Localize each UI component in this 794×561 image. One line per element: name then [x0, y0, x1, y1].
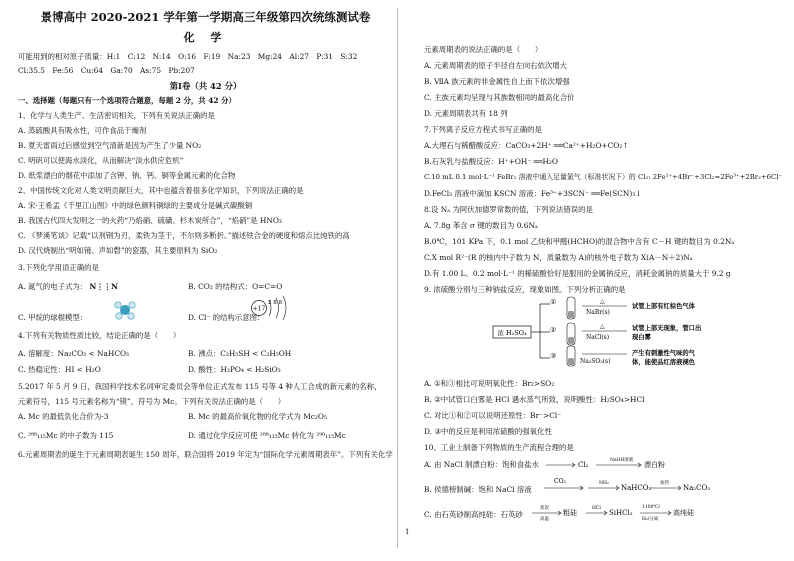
- q1-option-a: A. 蒸硫酸具有吸水性，可作食品干燥剂: [18, 126, 147, 135]
- reactant-2: NaCl(s): [586, 334, 610, 341]
- q10c-step-2: SiHCl₃: [609, 509, 633, 517]
- q3-option-a: [18, 283, 118, 290]
- q4-option-a: A. 溶解度：Na₂CO₃ < NaHCO₃: [18, 349, 129, 358]
- question-6-continued: 元素周期表的说法正确的是（ ）: [424, 45, 543, 54]
- q6-option-b: B. ⅦA 族元素的非金属性自上而下依次增强: [424, 77, 570, 86]
- question-1: 1、化学与人类生产、生活密切相关，下列有关说法正确的是: [18, 111, 215, 120]
- test-tube-1: [567, 297, 575, 319]
- question-6: 6.元素周期表的诞生于元素周期表诞生 150 周年，联合国将 2019 年定为“国际化学元素周期表年”。下列有关化学: [18, 450, 393, 459]
- atomic-mass-line-1: 可能用到的相对原子质量：H:1 C:12 N:14 O:16 F:19 Na:23 Mg:24 Al:27 P:31 S:32: [18, 52, 358, 61]
- q3-option-a-label: A. 氮气的电子式为：: [18, 282, 88, 291]
- q2-option-a: A. 宋·王希孟《千里江山图》中的绿色颜料铜绿的主要成分是碱式碳酸铜: [18, 201, 253, 210]
- subject-title: 化 学: [183, 31, 228, 44]
- q6-option-c: C. 主族元素均呈现与其族数相同的最高化合价: [424, 93, 575, 102]
- q9-option-a: A. ①和③相比可说明氧化性：Br₂>SO₂: [424, 379, 555, 388]
- tube-2-number: ②: [550, 326, 557, 334]
- methane-ball-stick-model: [114, 300, 136, 320]
- q5-option-c: [18, 432, 113, 439]
- q8-option-a: A. 7.8g 苯含 σ 键的数目为 0.6Nₐ: [424, 221, 538, 230]
- q4-option-c: C. 热稳定性：HI < H₂O: [18, 365, 101, 374]
- q10a-condition-2: NaOH溶液: [610, 458, 634, 463]
- q10c-condition-1: 焦炭: [540, 506, 549, 511]
- mc-290-isotope: ²⁹⁰₁₁₅Mc: [316, 431, 346, 440]
- q2-option-c: C. 《梦溪笔谈》记载“以剂钢为刃，柔铁为茎干，不尔则多断折。”描述铁合金的硬度和熔点比纯铁的高: [18, 231, 350, 240]
- mc-288-isotope: ²⁸⁸₁₁₅Mc: [28, 431, 58, 440]
- q5-option-b: B. Mc 的最高价氧化物的化学式为 Mc₂O₅: [188, 412, 327, 421]
- q3-option-c: C. 甲烷的球棍模型：: [18, 313, 88, 322]
- q10a-step-2: 漂白粉: [644, 461, 665, 469]
- question-10: 10、工业上制备下列物质的生产流程合理的是: [424, 443, 574, 452]
- nitrogen-electron-formula: N⋮⋮N: [89, 282, 118, 291]
- q10c-process-flow: [530, 498, 730, 522]
- reactant-1: NaBr(s): [586, 309, 610, 316]
- question-5-line-2: 元素符号，115 号元素名称为“镆”，符号为 Mc。下列有关说法正确的是（ ）: [18, 397, 286, 406]
- observation-3b: 体，能使品红溶液褪色: [632, 359, 695, 366]
- reactant-3: Na₂SO₃(s): [580, 358, 611, 365]
- question-8: 8.设 Nₐ 为阿伏加德罗常数的值，下列说法错误的是: [424, 205, 593, 214]
- q8-option-d: D.有 1.00 L、0.2 mol·L⁻¹ 的稀硫酸恰好是服用的金属钠反应，消耗金属钠的质量大于 9.2 g: [424, 269, 731, 278]
- heat-symbol-2: △: [600, 323, 605, 330]
- electron-shells: 2 8 8: [268, 300, 282, 306]
- q7-option-b: B.石灰乳与盐酸反应：H⁺+OH⁻ ══H₂O: [424, 157, 558, 166]
- page-number: 1: [405, 528, 410, 536]
- tube-3-number: ③: [550, 352, 557, 360]
- q10c-condition-2: HCl: [592, 506, 601, 511]
- acid-label: 浓 H₂SO₄: [497, 329, 527, 337]
- q9-option-b: B. ②中试管口白雾是 HCl 遇水蒸气所致，说明酸性：H₂SO₄>HCl: [424, 395, 645, 404]
- heat-symbol-1: △: [600, 298, 605, 305]
- q10b-condition-3: 加热: [660, 481, 669, 486]
- q4-option-d: D. 酸性：H₃PO₄ < H₂SiO₃: [188, 365, 281, 374]
- q10c-step-1: 粗硅: [563, 509, 577, 517]
- question-3: 3.下列化学用语正确的是: [18, 263, 99, 272]
- question-2: 2、中国传统文化对人类文明贡献巨大，其中也蕴含着很多化学知识，下列说法正确的是: [18, 186, 304, 195]
- q10b-step-2: NaHCO₃: [621, 484, 652, 492]
- q6-option-a: A. 元素周期表的原子半径自左向右依次增大: [424, 61, 568, 70]
- question-5-line-1: 5.2017 年 5 月 9 日，我国科学技术名词审定委员会等单位正式发布 115 号等 4 种人工合成的新元素的名称，: [18, 382, 382, 391]
- section-one-heading: 一、选择题（每题只有一个选项符合题意，每题 2 分，共 42 分）: [18, 96, 236, 105]
- q1-option-d: D. 纸浆漂白的烟花中添加了含钾、钠、钙、铜等金属元素的化合物: [18, 171, 236, 180]
- sulfuric-acid-experiment-diagram: [492, 296, 732, 368]
- observation-1: 试管上部有红棕色气体: [632, 303, 695, 310]
- q5-option-d: [188, 432, 346, 439]
- q10-option-a: A. 由 NaCl 制漂白粉：饱和食盐水: [424, 460, 539, 469]
- q4-option-b: B. 沸点：C₂H₅SH < C₂H₅OH: [188, 349, 292, 358]
- nucleus-charge: +17: [252, 305, 266, 313]
- q10b-condition-2: NH₃: [599, 481, 609, 486]
- question-7: 7.下列离子反应方程式书写正确的是: [424, 125, 542, 134]
- q10-option-c: C. 由石英砂制高纯硅：石英砂: [424, 510, 523, 519]
- q10b-process-flow: [542, 475, 722, 495]
- question-4: 4.下列有关物质性质比较，结论正确的是（ ）: [18, 331, 181, 340]
- q8-option-b: B.0℃，101 KPa 下，0.1 mol 乙炔和甲醛(HCHO)的混合物中含有 C－H 键的数目为 0.2Nₐ: [424, 237, 735, 246]
- q2-option-d: D. 汉代烧制出“明如镜、声如磬”的瓷器，其主要原料为 SiO₂: [18, 246, 218, 255]
- question-9: 9. 浓硫酸分别与三种钠盐反应，现象如图。下列分析正确的是: [424, 285, 626, 294]
- mc-288-isotope-d: ²⁸⁸₁₁₅Mc: [259, 431, 290, 440]
- observation-2a: 试管上部无现象，管口出: [632, 325, 702, 332]
- q3-option-b: B. CO₂ 的结构式：O=C=O: [188, 282, 283, 291]
- column-divider: [397, 8, 398, 548]
- tube-1-number: ①: [550, 298, 557, 306]
- test-tube-3: [567, 346, 575, 366]
- q3-option-d: D. Cl⁻ 的结构示意图：: [188, 313, 265, 322]
- q6-option-d: D. 元素周期表共有 18 列: [424, 109, 508, 118]
- chloride-ion-structure-diagram: [250, 295, 294, 321]
- q10b-step-3: Na₂CO₃: [683, 484, 711, 492]
- q5-option-a: A. Mc 的最低负化合价为-3: [18, 412, 109, 421]
- q5-option-c-prefix: C.: [18, 431, 26, 440]
- q7-option-a: A.大理石与稀醋酸反应：CaCO₃+2H⁺ ══Ca²⁺+H₂O+CO₂↑: [424, 141, 629, 150]
- part-one-heading: 第Ⅰ卷（共 42 分）: [169, 81, 242, 91]
- q10c-condition-3b: 1100℃/: [642, 505, 661, 510]
- q10-option-b: B. 侯德榜制碱：饱和 NaCl 溶液: [424, 485, 532, 494]
- observation-3a: 产生有刺激性气味的气: [632, 350, 695, 357]
- q9-option-c: C. 对比①和②可以说明还原性：Br⁻>Cl⁻: [424, 411, 562, 420]
- q5-option-c-text: 的中子数为 115: [59, 431, 114, 440]
- atomic-mass-line-2: Cl:35.5 Fe:56 Cu:64 Ga:70 As:75 Pb:207: [18, 66, 195, 75]
- q2-option-b: B. 我国古代四大发明之一的火药“乃焰硝、硫磺、杉木炭所合”，“焰硝”是 HNO₃: [18, 216, 282, 225]
- q10c-step-3: 高纯硅: [673, 509, 694, 517]
- q7-option-d: D.FeCl₃ 溶液中滴加 KSCN 溶液：Fe³⁺+3SCN⁻ ══Fe(SCN)₃↓: [424, 189, 642, 198]
- q10c-condition-3: H₂/分离: [642, 517, 659, 522]
- observation-2b: 现白雾: [632, 334, 651, 341]
- q10b-condition-1: CO₂: [554, 478, 566, 485]
- q1-option-c: C. 明矾可以使海水淡化，从而解决“淡水供应危机”: [18, 156, 184, 165]
- q8-option-c: C.X mol R²⁻(R 的核内中子数为 N，质量数为 A)的核外电子数为 X(A－N＋2)Nₐ: [424, 253, 693, 262]
- q1-option-b: B. 夏天雷雨过后感觉到空气清新是因为产生了少量 NO₂: [18, 141, 202, 150]
- q9-option-d: D. ③中的反应是利用浓硫酸的强氧化性: [424, 427, 552, 436]
- q5-option-d-mid: 转化为: [291, 431, 314, 440]
- exam-title: 景博高中 2020-2021 学年第一学期高三年级第四次统练测试卷: [40, 10, 371, 24]
- q10c-condition-1b: 高温: [540, 517, 549, 522]
- q5-option-d-prefix: D. 通过化学反应可使: [188, 431, 258, 440]
- q10a-process-flow: [544, 452, 714, 470]
- test-tube-2: [567, 323, 575, 345]
- q7-option-c: C.10 mL 0.1 mol·L⁻¹ FeBr₂ 溶液中通入足量氯气（标准状况下）的 Cl₂: 2Fe²⁺+4Br⁻+3Cl₂=2Fe³⁺+2Br₂+6Cl⁻: [424, 173, 783, 181]
- q10a-step-1: Cl₂: [578, 461, 589, 469]
